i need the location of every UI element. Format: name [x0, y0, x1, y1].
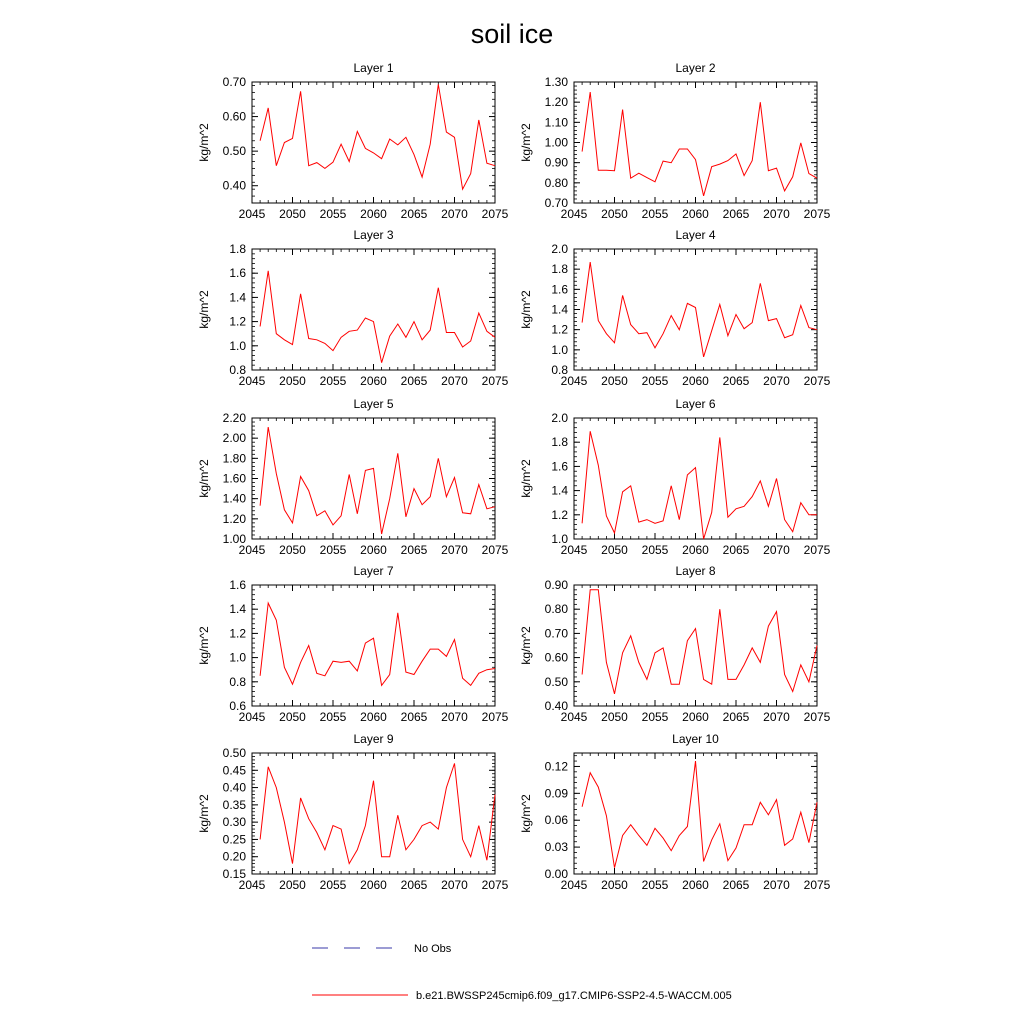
y-axis-label: kg/m^2	[519, 794, 533, 833]
x-tick-label: 2050	[601, 543, 628, 557]
y-tick-label: 1.4	[551, 483, 568, 498]
y-tick-label: 1.2	[229, 626, 246, 641]
y-axis-label: kg/m^2	[197, 626, 211, 665]
x-tick-label: 2065	[722, 710, 750, 724]
x-tick-label: 2070	[441, 878, 468, 892]
series-line-0	[260, 84, 495, 189]
plot-frame	[252, 418, 495, 539]
x-tick-label: 2075	[481, 710, 509, 724]
x-tick-label: 2065	[400, 878, 428, 892]
x-tick-label: 2050	[279, 374, 306, 388]
x-tick-label: 2055	[319, 374, 347, 388]
x-tick-label: 2075	[481, 374, 509, 388]
x-tick-label: 2075	[803, 207, 831, 221]
y-tick-label: 0.50	[222, 144, 246, 159]
y-tick-label: 0.45	[222, 763, 246, 778]
series-line-0	[260, 603, 495, 685]
y-tick-label: 2.0	[551, 242, 568, 256]
y-tick-label: 0.70	[222, 75, 246, 89]
series-line-0	[260, 427, 495, 534]
panel-title: Layer 8	[675, 564, 716, 578]
y-tick-label: 0.00	[544, 867, 568, 881]
x-tick-label: 2055	[641, 710, 669, 724]
y-tick-label: 0.70	[544, 626, 568, 641]
y-tick-label: 1.20	[544, 95, 568, 110]
y-tick-label: 1.0	[229, 338, 246, 353]
panel-title: Layer 4	[675, 228, 716, 242]
x-tick-label: 2055	[319, 207, 347, 221]
y-tick-label: 1.00	[222, 532, 246, 546]
y-tick-label: 0.8	[229, 674, 246, 689]
panels-group	[197, 61, 831, 892]
y-tick-label: 1.6	[229, 266, 246, 281]
y-tick-label: 2.20	[222, 411, 246, 425]
y-tick-label: 0.06	[544, 813, 568, 828]
x-tick-label: 2070	[441, 710, 468, 724]
y-tick-label: 0.20	[222, 849, 246, 864]
y-axis-label: kg/m^2	[519, 626, 533, 665]
y-tick-label: 1.20	[222, 511, 246, 526]
x-tick-label: 2075	[803, 878, 831, 892]
series-line-0	[582, 92, 817, 196]
plot-frame	[252, 249, 495, 370]
y-tick-label: 1.2	[551, 507, 568, 522]
plot-frame	[574, 753, 817, 874]
plot-frame	[574, 418, 817, 539]
y-tick-label: 1.0	[229, 650, 246, 665]
x-tick-label: 2050	[601, 374, 628, 388]
panel-layer-2	[519, 61, 831, 221]
panel-layer-10	[519, 732, 831, 892]
x-tick-label: 2075	[803, 374, 831, 388]
x-tick-label: 2070	[763, 207, 790, 221]
x-tick-label: 2050	[279, 543, 306, 557]
x-tick-label: 2045	[560, 207, 588, 221]
x-tick-label: 2070	[763, 543, 790, 557]
y-tick-label: 1.00	[544, 135, 568, 150]
x-tick-label: 2060	[682, 710, 709, 724]
x-tick-label: 2050	[279, 207, 306, 221]
y-tick-label: 0.8	[551, 363, 568, 377]
panel-title: Layer 2	[675, 61, 716, 75]
x-tick-label: 2070	[763, 878, 790, 892]
x-tick-label: 2070	[763, 710, 790, 724]
panel-layer-6	[519, 397, 831, 557]
x-tick-label: 2060	[682, 878, 709, 892]
y-tick-label: 0.70	[544, 196, 568, 210]
series-line-0	[582, 262, 817, 357]
x-tick-label: 2060	[360, 878, 387, 892]
x-tick-label: 2045	[238, 878, 266, 892]
x-tick-label: 2045	[560, 710, 588, 724]
x-tick-label: 2070	[441, 543, 468, 557]
y-tick-label: 0.40	[544, 699, 568, 713]
y-tick-label: 1.2	[551, 322, 568, 337]
x-tick-label: 2065	[722, 543, 750, 557]
y-axis-label: kg/m^2	[519, 123, 533, 162]
x-tick-label: 2065	[400, 543, 428, 557]
y-tick-label: 1.6	[551, 282, 568, 297]
x-tick-label: 2055	[641, 374, 669, 388]
x-tick-label: 2060	[360, 207, 387, 221]
y-tick-label: 0.15	[222, 867, 246, 881]
y-tick-label: 1.60	[222, 471, 246, 486]
plot-frame	[252, 585, 495, 706]
y-tick-label: 0.90	[544, 155, 568, 170]
x-tick-label: 2045	[560, 374, 588, 388]
x-tick-label: 2055	[319, 710, 347, 724]
y-tick-label: 0.09	[544, 786, 568, 801]
y-tick-label: 1.8	[551, 262, 568, 277]
x-tick-label: 2050	[601, 878, 628, 892]
y-axis-label: kg/m^2	[197, 123, 211, 162]
y-tick-label: 0.50	[222, 746, 246, 760]
panel-title: Layer 9	[353, 732, 394, 746]
y-tick-label: 1.0	[551, 532, 568, 546]
y-tick-label: 1.80	[222, 451, 246, 466]
legend	[312, 943, 732, 1002]
y-tick-label: 0.30	[222, 815, 246, 830]
y-tick-label: 0.8	[229, 363, 246, 377]
y-tick-label: 2.0	[551, 411, 568, 425]
y-axis-label: kg/m^2	[197, 459, 211, 498]
x-tick-label: 2065	[722, 878, 750, 892]
series-line-0	[582, 590, 817, 694]
y-tick-label: 0.40	[222, 780, 246, 795]
y-axis-label: kg/m^2	[519, 459, 533, 498]
x-tick-label: 2065	[722, 207, 750, 221]
panel-layer-8	[519, 564, 831, 724]
panel-layer-9	[197, 732, 509, 892]
y-tick-label: 1.4	[229, 602, 246, 617]
x-tick-label: 2045	[238, 543, 266, 557]
x-tick-label: 2065	[400, 374, 428, 388]
plot-frame	[252, 82, 495, 203]
y-tick-label: 0.60	[544, 650, 568, 665]
x-tick-label: 2075	[481, 878, 509, 892]
legend-label-model: b.e21.BWSSP245cmip6.f09_g17.CMIP6-SSP2-4.5-WACCM.005	[416, 990, 732, 1002]
x-tick-label: 2050	[279, 878, 306, 892]
y-tick-label: 1.8	[551, 435, 568, 450]
x-tick-label: 2065	[400, 207, 428, 221]
panel-title: Layer 10	[672, 732, 719, 746]
series-line-0	[260, 763, 495, 863]
panel-layer-3	[197, 228, 509, 388]
panel-title: Layer 6	[675, 397, 716, 411]
legend-label-no-obs: No Obs	[414, 943, 452, 955]
panel-layer-4	[519, 228, 831, 388]
x-tick-label: 2060	[360, 710, 387, 724]
panel-title: Layer 3	[353, 228, 394, 242]
x-tick-label: 2045	[238, 207, 266, 221]
x-tick-label: 2055	[641, 207, 669, 221]
x-tick-label: 2050	[601, 710, 628, 724]
y-tick-label: 0.6	[229, 699, 246, 713]
y-tick-label: 0.60	[222, 109, 246, 124]
x-tick-label: 2055	[641, 878, 669, 892]
y-tick-label: 1.10	[544, 115, 568, 130]
x-tick-label: 2075	[481, 207, 509, 221]
x-tick-label: 2045	[560, 543, 588, 557]
y-tick-label: 0.40	[222, 178, 246, 193]
y-tick-label: 0.35	[222, 797, 246, 812]
y-tick-label: 0.90	[544, 578, 568, 592]
panel-layer-1	[197, 61, 509, 221]
x-tick-label: 2050	[279, 710, 306, 724]
x-tick-label: 2070	[441, 374, 468, 388]
panel-layer-7	[197, 564, 509, 724]
x-tick-label: 2045	[238, 374, 266, 388]
panel-layer-5	[197, 397, 509, 557]
y-tick-label: 1.4	[551, 302, 568, 317]
x-tick-label: 2075	[803, 710, 831, 724]
x-tick-label: 2060	[682, 543, 709, 557]
x-tick-label: 2060	[682, 207, 709, 221]
panel-title: Layer 5	[353, 397, 394, 411]
y-tick-label: 1.8	[229, 242, 246, 256]
x-tick-label: 2065	[400, 710, 428, 724]
plot-frame	[574, 82, 817, 203]
x-tick-label: 2060	[360, 543, 387, 557]
y-axis-label: kg/m^2	[197, 290, 211, 329]
y-tick-label: 1.6	[229, 578, 246, 592]
y-tick-label: 0.03	[544, 840, 568, 855]
y-axis-label: kg/m^2	[197, 794, 211, 833]
series-line-0	[582, 431, 817, 539]
figure-title: soil ice	[470, 19, 554, 49]
y-tick-label: 1.2	[229, 314, 246, 329]
x-tick-label: 2065	[722, 374, 750, 388]
y-tick-label: 0.80	[544, 175, 568, 190]
x-tick-label: 2075	[803, 543, 831, 557]
x-tick-label: 2070	[441, 207, 468, 221]
y-tick-label: 1.6	[551, 459, 568, 474]
y-tick-label: 1.30	[544, 75, 568, 89]
x-tick-label: 2060	[682, 374, 709, 388]
x-tick-label: 2075	[481, 543, 509, 557]
series-line-0	[260, 271, 495, 363]
y-tick-label: 1.40	[222, 491, 246, 506]
plot-frame	[252, 753, 495, 874]
y-tick-label: 0.80	[544, 602, 568, 617]
x-tick-label: 2050	[601, 207, 628, 221]
x-tick-label: 2045	[238, 710, 266, 724]
panel-title: Layer 7	[353, 564, 394, 578]
y-axis-label: kg/m^2	[519, 290, 533, 329]
x-tick-label: 2055	[641, 543, 669, 557]
y-tick-label: 0.50	[544, 674, 568, 689]
x-tick-label: 2055	[319, 543, 347, 557]
y-tick-label: 1.0	[551, 342, 568, 357]
y-tick-label: 0.12	[544, 759, 568, 774]
x-tick-label: 2045	[560, 878, 588, 892]
x-tick-label: 2070	[763, 374, 790, 388]
y-tick-label: 1.4	[229, 290, 246, 305]
series-line-0	[582, 761, 817, 868]
y-tick-label: 0.25	[222, 832, 246, 847]
y-tick-label: 2.00	[222, 431, 246, 446]
x-tick-label: 2055	[319, 878, 347, 892]
x-tick-label: 2060	[360, 374, 387, 388]
panel-title: Layer 1	[353, 61, 394, 75]
